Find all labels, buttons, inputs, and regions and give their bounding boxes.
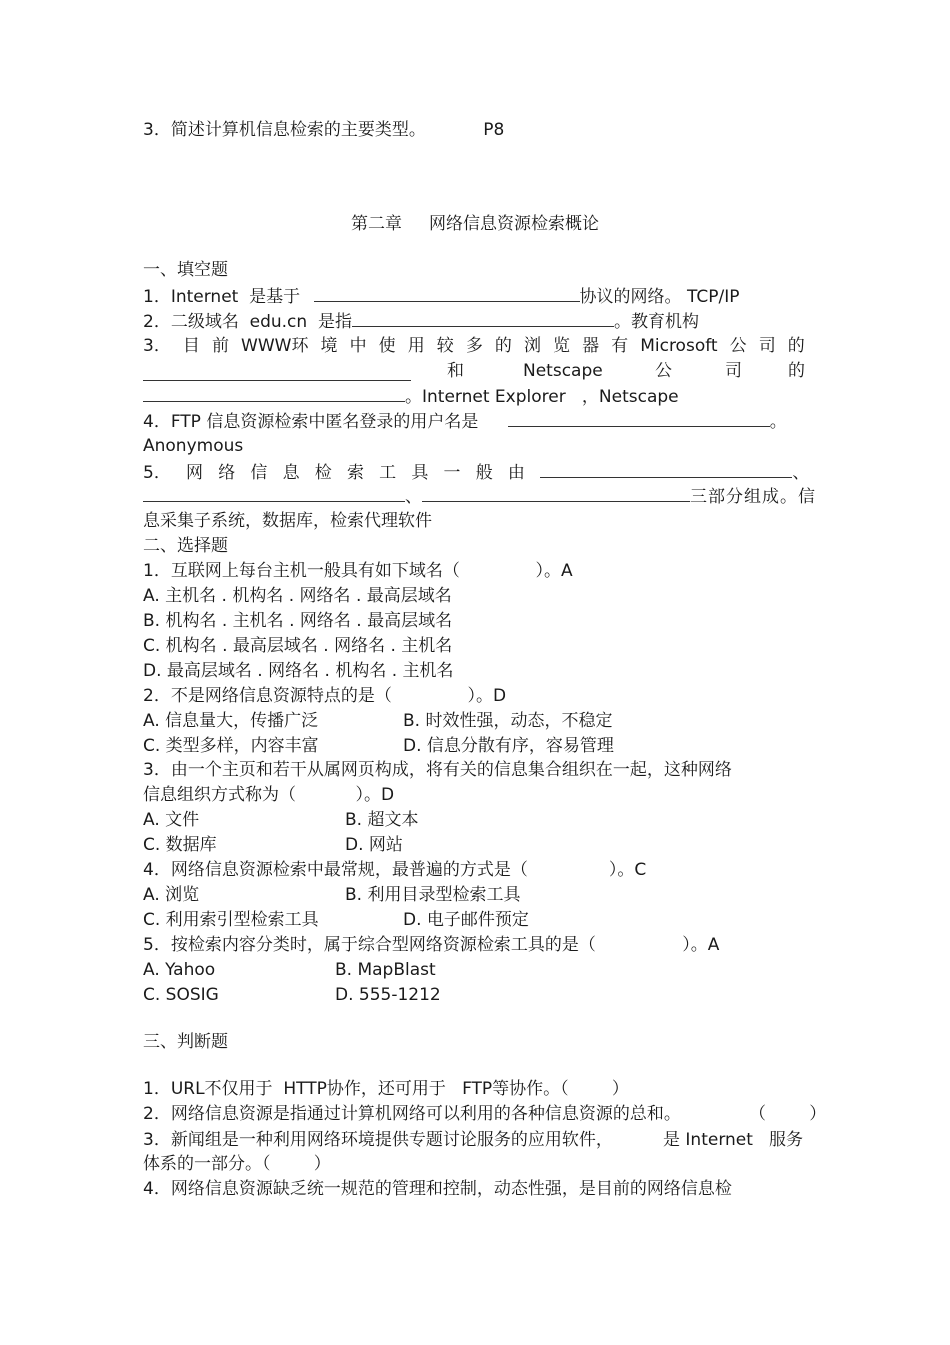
answer-blank [143, 484, 405, 502]
fill-q5-line1: 5． 网 络 信 息 检 索 工 具 一 般 由 、 [143, 460, 805, 486]
choice-q1-option-b: B. 机构名 . 主机名 . 网络名 . 最高层域名 [143, 611, 453, 631]
answer-blank [422, 484, 690, 502]
answer-blank [352, 309, 614, 327]
choice-q4-row2: C. 利用索引型检索工具 D. 电子邮件预定 [143, 910, 529, 930]
answer-blank [143, 363, 411, 381]
choice-heading: 二、选择题 [143, 536, 228, 556]
judge-heading: 三、判断题 [143, 1032, 228, 1052]
choice-q4-row1: A. 浏览 B. 利用目录型检索工具 [143, 885, 521, 905]
choice-q3-stem2: 信息组织方式称为（ ）。D [143, 785, 395, 805]
fill-q3-line1: 3． 目 前 WWW环 境 中 使 用 较 多 的 浏 览 器 有 Microsoft 公 司 的 [143, 336, 805, 356]
judge-q2: 2．网络信息资源是指通过计算机网络可以利用的各种信息资源的总和。 （ ） [143, 1104, 827, 1124]
choice-q2-row1: A. 信息量大，传播广泛 B. 时效性强，动态，不稳定 [143, 711, 613, 731]
fill-q1: 1．Internet 是基于 协议的网络。 TCP/IP [143, 284, 805, 310]
fill-q4-answer: Anonymous [143, 436, 244, 456]
choice-q5-row1: A. Yahoo B. MapBlast [143, 960, 436, 980]
choice-q1-option-c: C. 机构名 . 最高层域名 . 网络名 . 主机名 [143, 636, 453, 656]
judge-q3-line2: 体系的一部分。（ ） [143, 1154, 331, 1174]
fill-q2: 2．二级域名 edu.cn 是指 。教育机构 [143, 309, 805, 335]
choice-q5-row2: C. SOSIG D. 555-1212 [143, 985, 441, 1005]
choice-q3-stem1: 3．由一个主页和若干从属网页构成，将有关的信息集合组织在一起，这种网络 [143, 760, 732, 780]
choice-q1-option-d: D. 最高层域名 . 网络名 . 机构名 . 主机名 [143, 661, 454, 681]
answer-blank [143, 384, 405, 402]
choice-q1-stem: 1．互联网上每台主机一般具有如下域名（ ）。A [143, 561, 573, 581]
fill-q5-line3: 息采集子系统，数据库，检索代理软件 [143, 511, 432, 531]
judge-q3-line1: 3．新闻组是一种利用网络环境提供专题讨论服务的应用软件， 是 Internet 服务 [143, 1130, 803, 1150]
choice-q1-option-a: A. 主机名 . 机构名 . 网络名 . 最高层域名 [143, 586, 452, 606]
fill-q4: 4．FTP 信息资源检索中匿名登录的用户名是 。 [143, 409, 805, 435]
answer-blank [508, 409, 770, 427]
question-3-top: 3．简述计算机信息检索的主要类型。 P8 [143, 120, 505, 140]
choice-q3-row1: A. 文件 B. 超文本 [143, 810, 419, 830]
choice-q3-row2: C. 数据库 D. 网站 [143, 835, 403, 855]
choice-q2-row2: C. 类型多样，内容丰富 D. 信息分散有序，容易管理 [143, 736, 614, 756]
chapter-title: 第二章 网络信息资源检索概论 [350, 214, 600, 234]
fill-heading: 一、填空题 [143, 260, 228, 280]
fill-q5-line2: 、 三部分组成。信 [143, 484, 805, 510]
answer-blank [314, 284, 580, 302]
fill-q3-line3: 。Internet Explorer ，Netscape [143, 384, 805, 410]
judge-q1: 1．URL不仅用于 HTTP协作，还可用于 FTP等协作。（ ） [143, 1079, 629, 1099]
choice-q2-stem: 2．不是网络信息资源特点的是（ ）。D [143, 686, 507, 706]
answer-blank [540, 460, 792, 478]
judge-q4: 4．网络信息资源缺乏统一规范的管理和控制，动态性强，是目前的网络信息检 [143, 1179, 732, 1199]
choice-q4-stem: 4．网络信息资源检索中最常规，最普遍的方式是（ ）。C [143, 860, 647, 880]
choice-q5-stem: 5．按检索内容分类时，属于综合型网络资源检索工具的是（ ）。A [143, 935, 720, 955]
